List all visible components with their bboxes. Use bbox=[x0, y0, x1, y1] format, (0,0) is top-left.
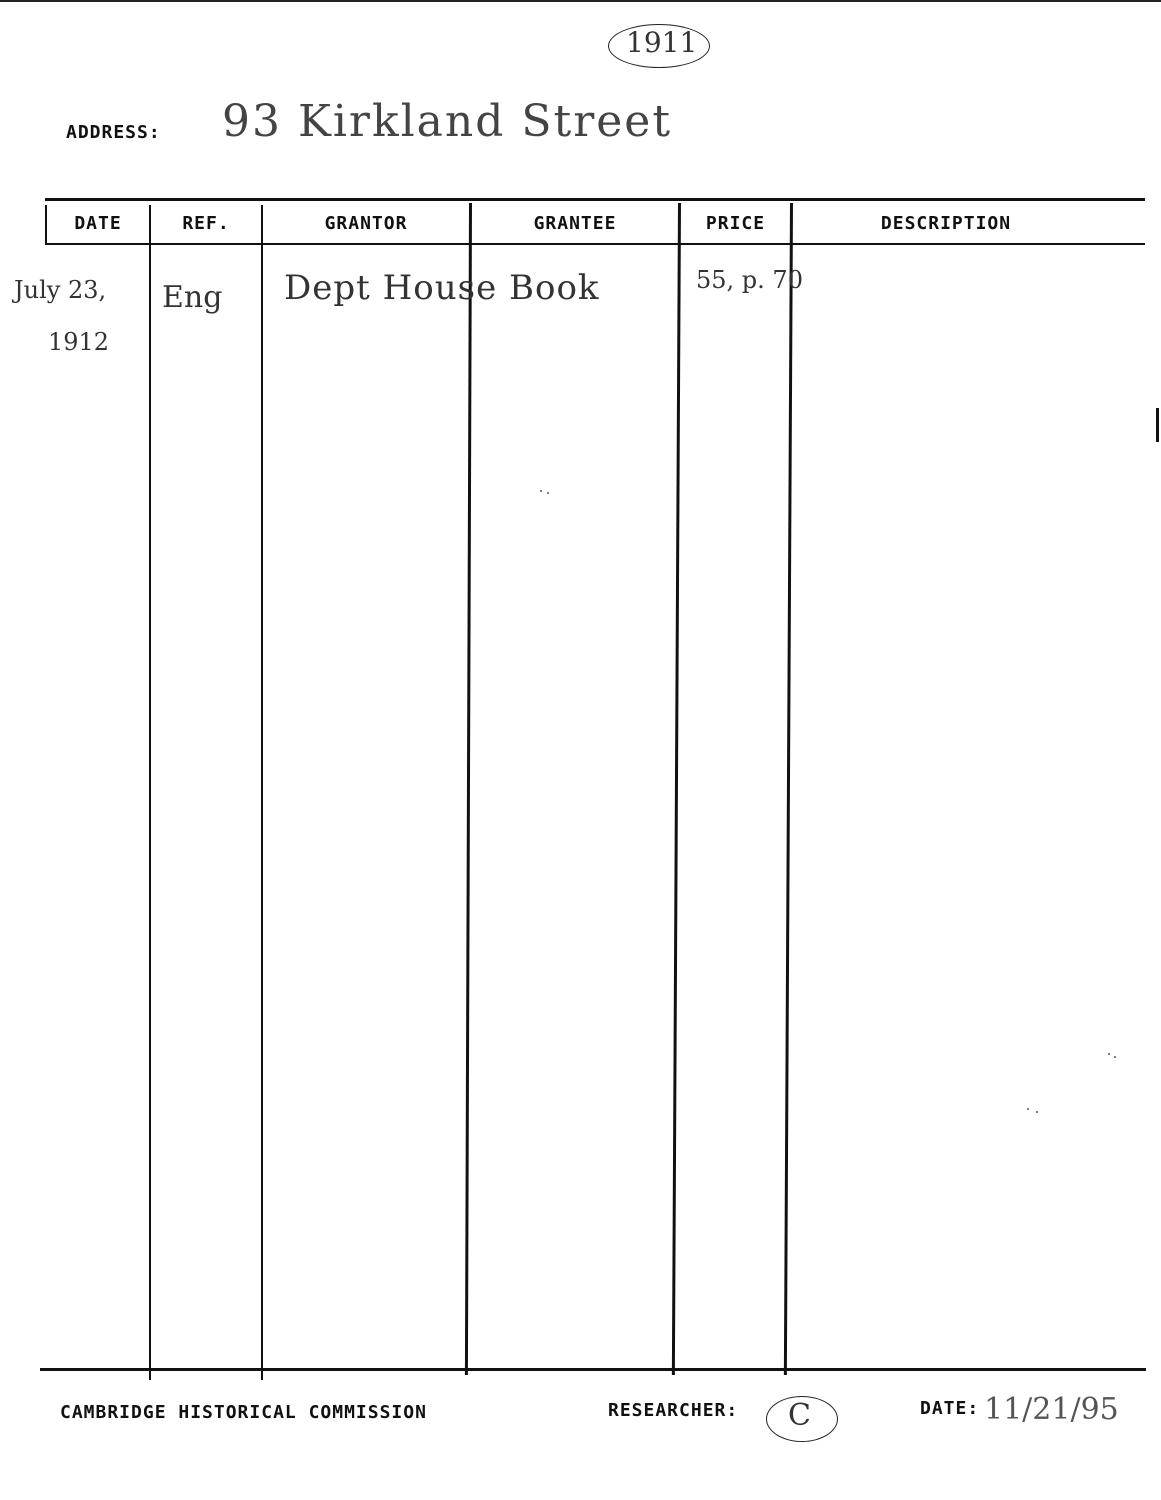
scan-speck bbox=[547, 492, 549, 494]
footer-date-value: 11/21/95 bbox=[984, 1392, 1119, 1427]
scan-speck bbox=[1036, 1111, 1038, 1113]
column-header-price: PRICE bbox=[705, 212, 766, 234]
scan-speck bbox=[1108, 1053, 1110, 1055]
scan-top-edge bbox=[0, 0, 1161, 2]
table-top-rule bbox=[45, 198, 1145, 201]
column-header-ref: REF. bbox=[182, 212, 230, 234]
footer-date-label: DATE: bbox=[920, 1398, 980, 1419]
row-ref: Eng bbox=[162, 280, 223, 315]
year-mark: 1911 bbox=[626, 26, 698, 59]
column-header-date: DATE bbox=[74, 212, 122, 234]
footer-researcher-value: C bbox=[788, 1398, 811, 1433]
scan-speck bbox=[540, 490, 542, 492]
column-header-grantor: GRANTOR bbox=[324, 212, 408, 234]
row-grantor: Dept House Book bbox=[284, 268, 600, 308]
scan-speck bbox=[1114, 1056, 1116, 1058]
row-price: 55, p. 70 bbox=[696, 266, 803, 294]
column-divider-date-ref bbox=[149, 205, 151, 1380]
scan-speck bbox=[1027, 1108, 1029, 1110]
header-bottom-rule bbox=[45, 243, 1145, 245]
footer-organization: CAMBRIDGE HISTORICAL COMMISSION bbox=[60, 1402, 427, 1423]
footer-researcher-label: RESEARCHER: bbox=[608, 1400, 739, 1421]
address-value: 93 Kirkland Street bbox=[222, 96, 673, 147]
row-date-line2: 1912 bbox=[48, 328, 110, 356]
column-header-description: DESCRIPTION bbox=[880, 212, 1012, 234]
address-label: ADDRESS: bbox=[66, 122, 161, 143]
column-divider-price-description bbox=[784, 203, 793, 1375]
row-date-line1: July 23, bbox=[14, 276, 107, 304]
column-divider-grantee-price bbox=[672, 203, 681, 1375]
scan-edge-mark bbox=[1156, 408, 1159, 442]
column-divider-ref-grantor bbox=[261, 205, 263, 1380]
table-bottom-rule bbox=[40, 1368, 1146, 1371]
column-header-grantee: GRANTEE bbox=[533, 212, 617, 234]
column-divider-grantor-grantee bbox=[465, 203, 472, 1375]
